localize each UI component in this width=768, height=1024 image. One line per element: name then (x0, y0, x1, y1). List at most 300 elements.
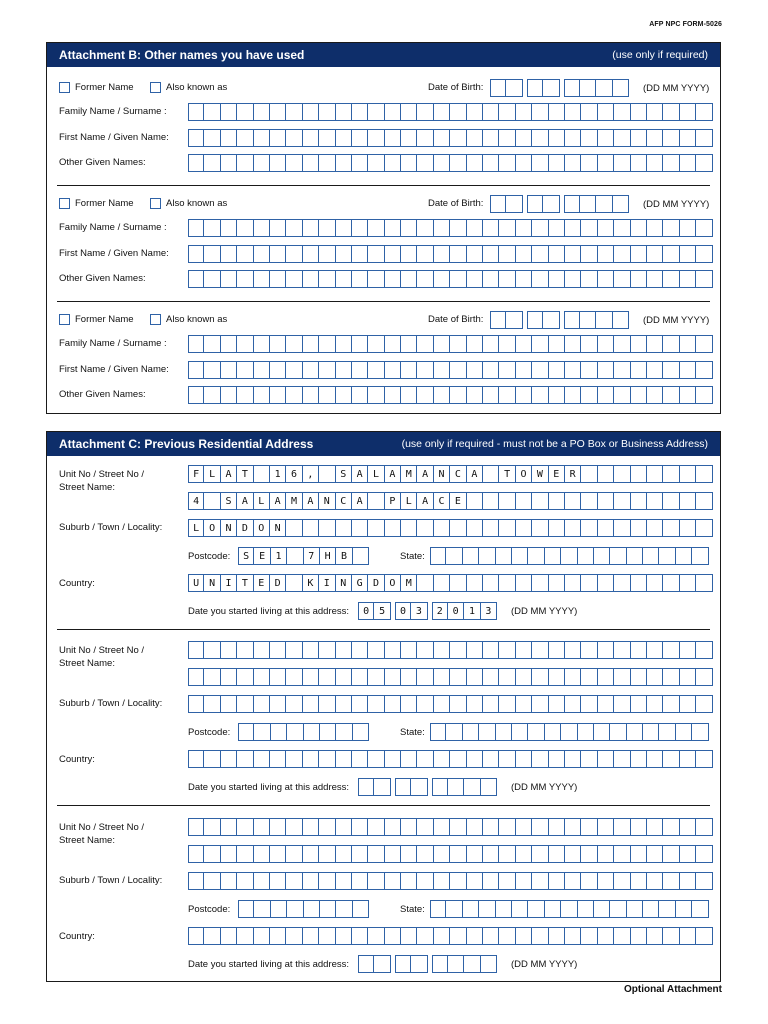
char-box[interactable] (490, 79, 506, 97)
char-box[interactable] (565, 574, 581, 592)
char-box[interactable] (417, 386, 433, 404)
char-box[interactable] (565, 668, 581, 686)
char-box[interactable] (463, 723, 479, 741)
char-box[interactable] (385, 386, 401, 404)
char-box[interactable]: L (188, 519, 204, 537)
char-box[interactable] (319, 845, 335, 863)
char-box[interactable] (270, 641, 286, 659)
char-box[interactable] (411, 955, 427, 973)
char-box[interactable] (565, 750, 581, 768)
char-box[interactable] (516, 872, 532, 890)
char-box[interactable] (368, 245, 384, 263)
char-box[interactable] (204, 386, 220, 404)
char-box[interactable] (610, 547, 626, 565)
char-box[interactable]: B (336, 547, 352, 565)
char-box[interactable]: S (238, 547, 254, 565)
char-box[interactable] (598, 750, 614, 768)
char-box[interactable] (374, 955, 390, 973)
char-box[interactable] (336, 750, 352, 768)
char-box[interactable] (516, 750, 532, 768)
char-box[interactable] (516, 245, 532, 263)
first-name-boxes-2[interactable] (188, 245, 713, 263)
char-box[interactable] (319, 270, 335, 288)
state-boxes-3[interactable] (430, 900, 709, 918)
street-line1-boxes-1[interactable] (188, 465, 713, 483)
char-box[interactable] (581, 641, 597, 659)
char-box[interactable] (565, 641, 581, 659)
char-box[interactable] (303, 270, 319, 288)
char-box[interactable] (467, 335, 483, 353)
char-box[interactable] (663, 695, 679, 713)
char-box[interactable] (627, 723, 643, 741)
char-box[interactable] (516, 818, 532, 836)
char-box[interactable] (430, 723, 446, 741)
char-box[interactable] (336, 270, 352, 288)
char-box[interactable] (631, 574, 647, 592)
char-box[interactable]: A (270, 492, 286, 510)
char-box[interactable] (696, 154, 712, 172)
char-box[interactable] (385, 335, 401, 353)
char-box[interactable] (221, 641, 237, 659)
char-box[interactable] (401, 361, 417, 379)
char-box[interactable] (594, 900, 610, 918)
char-box[interactable] (467, 519, 483, 537)
postcode-boxes-3[interactable] (238, 900, 369, 918)
char-box[interactable] (647, 492, 663, 510)
char-box[interactable] (680, 270, 696, 288)
char-box[interactable] (270, 103, 286, 121)
char-box[interactable] (188, 668, 204, 686)
char-box[interactable] (549, 519, 565, 537)
char-box[interactable] (614, 465, 630, 483)
char-box[interactable] (565, 219, 581, 237)
char-box[interactable] (188, 927, 204, 945)
char-box[interactable] (496, 723, 512, 741)
char-box[interactable] (532, 872, 548, 890)
char-box[interactable] (580, 79, 596, 97)
char-box[interactable] (254, 641, 270, 659)
char-box[interactable] (647, 668, 663, 686)
char-box[interactable] (565, 245, 581, 263)
char-box[interactable] (483, 574, 499, 592)
char-box[interactable] (464, 778, 480, 796)
street-line2-boxes-3[interactable] (188, 845, 713, 863)
char-box[interactable] (631, 845, 647, 863)
char-box[interactable] (549, 219, 565, 237)
char-box[interactable] (528, 547, 544, 565)
char-box[interactable]: O (204, 519, 220, 537)
char-box[interactable] (254, 361, 270, 379)
char-box[interactable] (352, 519, 368, 537)
char-box[interactable] (581, 270, 597, 288)
char-box[interactable] (450, 519, 466, 537)
char-box[interactable] (204, 335, 220, 353)
char-box[interactable] (385, 695, 401, 713)
char-box[interactable] (483, 668, 499, 686)
char-box[interactable] (499, 245, 515, 263)
char-box[interactable] (696, 574, 712, 592)
char-box[interactable] (483, 641, 499, 659)
char-box[interactable] (434, 641, 450, 659)
char-box[interactable] (663, 154, 679, 172)
char-box[interactable] (631, 386, 647, 404)
char-box[interactable] (237, 361, 253, 379)
char-box[interactable] (696, 335, 712, 353)
char-box[interactable] (532, 245, 548, 263)
char-box[interactable] (221, 103, 237, 121)
char-box[interactable] (254, 845, 270, 863)
char-box[interactable] (663, 818, 679, 836)
char-box[interactable] (336, 519, 352, 537)
char-box[interactable] (270, 818, 286, 836)
char-box[interactable] (483, 103, 499, 121)
char-box[interactable] (663, 519, 679, 537)
char-box[interactable] (659, 900, 675, 918)
char-box[interactable] (692, 900, 708, 918)
char-box[interactable] (598, 872, 614, 890)
other-given-names-boxes-3[interactable] (188, 386, 713, 404)
char-box[interactable] (254, 750, 270, 768)
char-box[interactable] (303, 519, 319, 537)
char-box[interactable] (565, 818, 581, 836)
char-box[interactable] (385, 641, 401, 659)
char-box[interactable] (647, 154, 663, 172)
char-box[interactable] (204, 750, 220, 768)
char-box[interactable] (680, 750, 696, 768)
char-box[interactable] (614, 927, 630, 945)
char-box[interactable] (254, 219, 270, 237)
char-box[interactable] (237, 641, 253, 659)
char-box[interactable] (483, 872, 499, 890)
char-box[interactable] (549, 361, 565, 379)
char-box[interactable]: C (434, 492, 450, 510)
char-box[interactable] (270, 270, 286, 288)
char-box[interactable] (663, 386, 679, 404)
char-box[interactable] (532, 129, 548, 147)
char-box[interactable] (254, 386, 270, 404)
char-box[interactable] (663, 574, 679, 592)
char-box[interactable] (696, 361, 712, 379)
char-box[interactable] (483, 361, 499, 379)
other-given-names-boxes-2[interactable] (188, 270, 713, 288)
char-box[interactable]: D (237, 519, 253, 537)
char-box[interactable]: W (532, 465, 548, 483)
char-box[interactable] (270, 872, 286, 890)
char-box[interactable] (647, 818, 663, 836)
char-box[interactable] (204, 641, 220, 659)
char-box[interactable] (271, 723, 287, 741)
char-box[interactable] (532, 845, 548, 863)
char-box[interactable] (581, 245, 597, 263)
char-box[interactable] (417, 219, 433, 237)
char-box[interactable] (499, 927, 515, 945)
char-box[interactable] (401, 818, 417, 836)
char-box[interactable] (286, 519, 302, 537)
char-box[interactable] (368, 154, 384, 172)
char-box[interactable] (401, 103, 417, 121)
char-box[interactable] (237, 695, 253, 713)
char-box[interactable] (368, 219, 384, 237)
char-box[interactable] (512, 547, 528, 565)
char-box[interactable] (631, 154, 647, 172)
char-box[interactable] (450, 845, 466, 863)
char-box[interactable] (303, 818, 319, 836)
char-box[interactable] (401, 668, 417, 686)
char-box[interactable] (614, 492, 630, 510)
char-box[interactable] (680, 818, 696, 836)
char-box[interactable] (647, 245, 663, 263)
char-box[interactable] (385, 519, 401, 537)
char-box[interactable] (483, 335, 499, 353)
char-box[interactable] (481, 955, 497, 973)
char-box[interactable] (598, 103, 614, 121)
char-box[interactable] (450, 335, 466, 353)
char-box[interactable] (483, 845, 499, 863)
char-box[interactable] (647, 574, 663, 592)
char-box[interactable]: M (286, 492, 302, 510)
char-box[interactable] (237, 750, 253, 768)
char-box[interactable] (467, 818, 483, 836)
char-box[interactable] (499, 335, 515, 353)
char-box[interactable] (696, 492, 712, 510)
char-box[interactable] (319, 750, 335, 768)
date-started-boxes-3[interactable] (358, 955, 497, 973)
char-box[interactable] (647, 845, 663, 863)
char-box[interactable] (696, 750, 712, 768)
char-box[interactable] (204, 492, 220, 510)
state-boxes-2[interactable] (430, 723, 709, 741)
char-box[interactable] (368, 668, 384, 686)
char-box[interactable] (287, 723, 303, 741)
char-box[interactable] (680, 361, 696, 379)
char-box[interactable] (543, 311, 559, 329)
char-box[interactable] (270, 927, 286, 945)
char-box[interactable] (221, 219, 237, 237)
char-box[interactable] (598, 668, 614, 686)
char-box[interactable] (434, 845, 450, 863)
char-box[interactable] (286, 245, 302, 263)
char-box[interactable] (221, 245, 237, 263)
char-box[interactable] (385, 103, 401, 121)
char-box[interactable] (499, 818, 515, 836)
char-box[interactable] (286, 574, 302, 592)
char-box[interactable] (417, 519, 433, 537)
char-box[interactable] (627, 900, 643, 918)
char-box[interactable] (336, 900, 352, 918)
char-box[interactable] (614, 668, 630, 686)
char-box[interactable] (479, 900, 495, 918)
char-box[interactable] (647, 519, 663, 537)
char-box[interactable] (631, 465, 647, 483)
also-known-as-checkbox-3[interactable] (150, 314, 161, 325)
char-box[interactable] (483, 519, 499, 537)
char-box[interactable] (303, 668, 319, 686)
char-box[interactable] (614, 129, 630, 147)
country-boxes-2[interactable] (188, 750, 713, 768)
char-box[interactable] (417, 335, 433, 353)
char-box[interactable] (647, 927, 663, 945)
char-box[interactable] (336, 723, 352, 741)
char-box[interactable] (483, 245, 499, 263)
char-box[interactable] (631, 927, 647, 945)
char-box[interactable] (385, 872, 401, 890)
char-box[interactable] (532, 361, 548, 379)
char-box[interactable] (549, 154, 565, 172)
char-box[interactable] (680, 927, 696, 945)
char-box[interactable] (663, 361, 679, 379)
char-box[interactable] (631, 103, 647, 121)
char-box[interactable] (467, 872, 483, 890)
char-box[interactable] (336, 129, 352, 147)
char-box[interactable] (417, 245, 433, 263)
char-box[interactable] (417, 361, 433, 379)
char-box[interactable]: R (565, 465, 581, 483)
char-box[interactable]: T (499, 465, 515, 483)
char-box[interactable] (254, 927, 270, 945)
char-box[interactable]: P (385, 492, 401, 510)
char-box[interactable] (696, 103, 712, 121)
suburb-boxes-1[interactable] (188, 519, 713, 537)
char-box[interactable] (221, 335, 237, 353)
char-box[interactable] (463, 547, 479, 565)
char-box[interactable] (527, 79, 543, 97)
char-box[interactable] (680, 129, 696, 147)
char-box[interactable]: U (188, 574, 204, 592)
char-box[interactable] (499, 270, 515, 288)
char-box[interactable] (516, 519, 532, 537)
char-box[interactable] (188, 386, 204, 404)
char-box[interactable] (467, 129, 483, 147)
char-box[interactable] (598, 845, 614, 863)
char-box[interactable] (450, 245, 466, 263)
char-box[interactable] (663, 129, 679, 147)
char-box[interactable] (385, 361, 401, 379)
char-box[interactable] (647, 361, 663, 379)
char-box[interactable] (483, 386, 499, 404)
char-box[interactable] (254, 270, 270, 288)
char-box[interactable] (188, 154, 204, 172)
char-box[interactable]: 0 (395, 602, 411, 620)
char-box[interactable] (596, 195, 612, 213)
char-box[interactable] (401, 386, 417, 404)
char-box[interactable]: M (401, 574, 417, 592)
char-box[interactable] (286, 361, 302, 379)
char-box[interactable] (647, 465, 663, 483)
char-box[interactable] (286, 845, 302, 863)
char-box[interactable] (598, 154, 614, 172)
char-box[interactable] (432, 778, 448, 796)
char-box[interactable] (581, 845, 597, 863)
char-box[interactable] (663, 641, 679, 659)
char-box[interactable] (499, 129, 515, 147)
char-box[interactable] (696, 641, 712, 659)
char-box[interactable] (581, 668, 597, 686)
char-box[interactable] (610, 900, 626, 918)
char-box[interactable] (581, 818, 597, 836)
char-box[interactable] (696, 386, 712, 404)
char-box[interactable] (512, 900, 528, 918)
char-box[interactable] (614, 641, 630, 659)
char-box[interactable] (188, 845, 204, 863)
char-box[interactable] (286, 872, 302, 890)
char-box[interactable] (385, 750, 401, 768)
char-box[interactable] (631, 641, 647, 659)
char-box[interactable] (204, 103, 220, 121)
char-box[interactable] (647, 872, 663, 890)
char-box[interactable] (467, 154, 483, 172)
char-box[interactable] (336, 219, 352, 237)
char-box[interactable] (680, 574, 696, 592)
char-box[interactable] (483, 154, 499, 172)
first-name-boxes-1[interactable] (188, 129, 713, 147)
char-box[interactable] (319, 519, 335, 537)
char-box[interactable] (303, 641, 319, 659)
char-box[interactable]: 1 (271, 547, 287, 565)
char-box[interactable] (499, 492, 515, 510)
char-box[interactable] (417, 574, 433, 592)
char-box[interactable] (286, 270, 302, 288)
char-box[interactable] (401, 750, 417, 768)
char-box[interactable] (430, 547, 446, 565)
char-box[interactable] (237, 872, 253, 890)
char-box[interactable] (320, 723, 336, 741)
char-box[interactable] (303, 245, 319, 263)
char-box[interactable] (613, 311, 629, 329)
char-box[interactable] (516, 129, 532, 147)
char-box[interactable] (499, 845, 515, 863)
char-box[interactable] (631, 872, 647, 890)
char-box[interactable]: L (254, 492, 270, 510)
char-box[interactable] (565, 103, 581, 121)
char-box[interactable] (385, 927, 401, 945)
char-box[interactable] (578, 547, 594, 565)
dob-boxes-2[interactable] (490, 195, 629, 213)
char-box[interactable] (581, 574, 597, 592)
char-box[interactable]: A (352, 465, 368, 483)
char-box[interactable] (643, 723, 659, 741)
char-box[interactable] (676, 900, 692, 918)
char-box[interactable] (221, 668, 237, 686)
char-box[interactable] (581, 335, 597, 353)
char-box[interactable] (188, 103, 204, 121)
char-box[interactable] (528, 900, 544, 918)
char-box[interactable] (368, 927, 384, 945)
char-box[interactable] (516, 695, 532, 713)
char-box[interactable] (647, 335, 663, 353)
char-box[interactable] (434, 154, 450, 172)
char-box[interactable] (204, 245, 220, 263)
char-box[interactable] (254, 129, 270, 147)
char-box[interactable] (565, 927, 581, 945)
char-box[interactable] (287, 900, 303, 918)
char-box[interactable] (627, 547, 643, 565)
char-box[interactable]: N (221, 519, 237, 537)
char-box[interactable] (188, 641, 204, 659)
also-known-as-checkbox-2[interactable] (150, 198, 161, 209)
char-box[interactable] (499, 103, 515, 121)
char-box[interactable] (237, 386, 253, 404)
char-box[interactable] (565, 492, 581, 510)
char-box[interactable] (336, 245, 352, 263)
char-box[interactable] (254, 695, 270, 713)
char-box[interactable] (565, 519, 581, 537)
char-box[interactable] (385, 129, 401, 147)
char-box[interactable]: 7 (304, 547, 320, 565)
char-box[interactable] (286, 103, 302, 121)
char-box[interactable]: D (270, 574, 286, 592)
char-box[interactable] (238, 900, 254, 918)
char-box[interactable] (464, 955, 480, 973)
